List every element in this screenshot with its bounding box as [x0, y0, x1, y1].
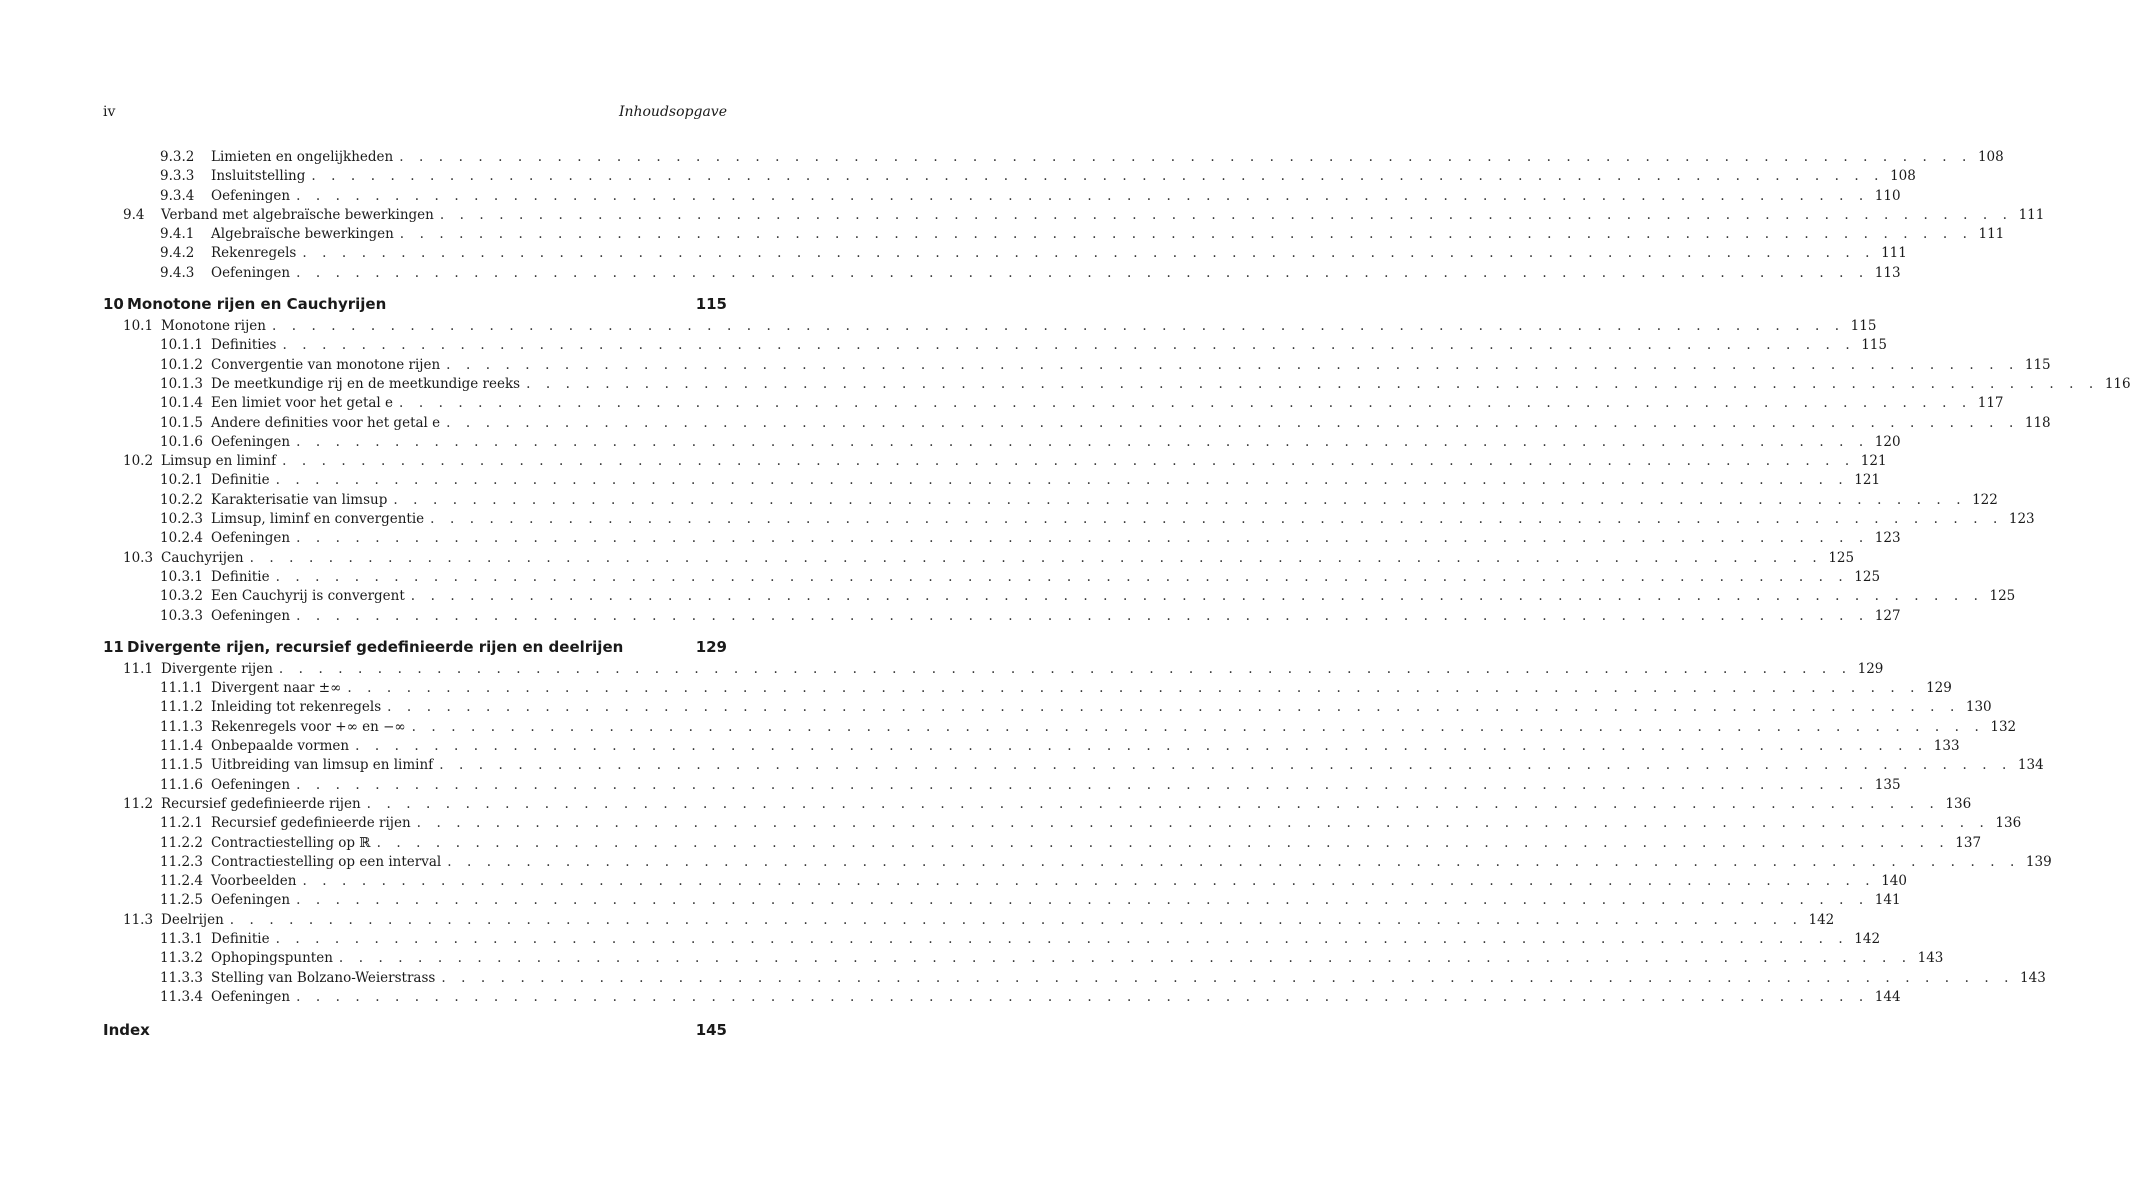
section-number: 10.2.1: [160, 472, 203, 489]
section-title: Rekenregels voor +∞ en −∞: [211, 718, 406, 735]
section-number: 10.2.2: [160, 491, 203, 508]
entry-body: [161, 452, 1887, 471]
dot-leader: . . . . . . . . . . . . . . . . . . . . . . . . . . . . . . . . . . . . . . . . . . . . . . . . . . . . . . . . . . . . . . . . . . . . . . . . . . . . . . . .: [296, 187, 1869, 204]
dot-leader: . . . . . . . . . . . . . . . . . . . . . . . . . . . . . . . . . . . . . . . . . . . . . . . . . . . . . . . . . . . . . . . . . . . . . . . . . . . . . . . .: [355, 738, 1928, 755]
section-number: 10.3.2: [160, 588, 203, 605]
entry-body: [161, 911, 1835, 930]
entry-body: [211, 187, 1901, 206]
section-title: Oefeningen: [211, 264, 291, 281]
entry-body: [211, 607, 1901, 626]
section-title: Oefeningen: [211, 607, 291, 624]
toc-subsection-entry[interactable]: [103, 356, 2051, 375]
entry-body: [161, 317, 1877, 336]
entry-body: [211, 244, 1907, 263]
toc-subsection-entry[interactable]: [103, 679, 1952, 698]
toc-subsection-entry[interactable]: [103, 698, 1992, 717]
section-number: 9.3.3: [160, 168, 195, 185]
section-number: 11.1.6: [160, 776, 203, 793]
dot-leader: . . . . . . . . . . . . . . . . . . . . . . . . . . . . . . . . . . . . . . . . . . . . . . . . . . . . . . . . . . . . . . . . . . . . . . . . . . . . . . . .: [338, 950, 1912, 967]
toc-chapter-entry[interactable]: [103, 636, 727, 658]
dot-leader: . . . . . . . . . . . . . . . . . . . . . . . . . . . . . . . . . . . . . . . . . . . . . . . . . . . . . . . . . . . . . . . . . . . . . . . . . . . . . . . .: [347, 680, 1921, 697]
section-number: 10.3.1: [160, 568, 203, 585]
entry-body: [211, 336, 1887, 355]
dot-leader: . . . . . . . . . . . . . . . . . . . . . . . . . . . . . . . . . . . . . . . . . . . . . . . . . . . . . . . . . . . . . . . . . . . . . . . . . . . . . . . .: [399, 395, 1972, 412]
section-title: Recursief gedefinieerde rijen: [161, 795, 361, 812]
page-number: iv: [103, 104, 116, 120]
entry-body: [211, 776, 1901, 795]
page-ref: 121: [1854, 472, 1881, 489]
section-number: 9.4: [123, 206, 145, 223]
section-number: 11.2: [123, 795, 154, 812]
section-title: Limsup en liminf: [161, 453, 277, 470]
page-ref: 123: [1874, 530, 1901, 547]
toc-subsection-entry[interactable]: [103, 148, 2004, 167]
entry-body: [211, 737, 1960, 756]
toc-section-entry[interactable]: [103, 549, 1855, 568]
section-number: 11.3.3: [160, 969, 203, 986]
toc-subsection-entry[interactable]: [103, 756, 2044, 775]
section-title: Convergentie van monotone rijen: [211, 356, 441, 373]
toc-subsection-entry[interactable]: [103, 587, 2016, 606]
dot-leader: . . . . . . . . . . . . . . . . . . . . . . . . . . . . . . . . . . . . . . . . . . . . . . . . . . . . . . . . . . . . . . . . . . . . . . . . . . . . . . . .: [296, 433, 1869, 450]
toc-section-entry[interactable]: [103, 317, 1877, 336]
section-number: 9.4.2: [160, 245, 195, 262]
page-ref: 139: [2025, 853, 2052, 870]
entry-body: [211, 491, 1998, 510]
dot-leader: . . . . . . . . . . . . . . . . . . . . . . . . . . . . . . . . . . . . . . . . . . . . . . . . . . . . . . . . . . . . . . . . . . . . . . . . . . . . . . . .: [441, 969, 2015, 986]
entry-body: [211, 872, 1907, 891]
section-number: 10.1.2: [160, 356, 203, 373]
running-header: [103, 104, 727, 126]
page-ref: 120: [1874, 433, 1901, 450]
chapter-title: Index: [103, 1021, 150, 1040]
section-title: Definities: [211, 337, 277, 354]
toc-subsection-entry[interactable]: [103, 471, 1881, 490]
toc-section-entry[interactable]: [103, 795, 1972, 814]
section-number: 9.3.4: [160, 187, 195, 204]
toc-subsection-entry[interactable]: [103, 510, 2035, 529]
entry-body: [211, 375, 2131, 394]
table-of-contents: [103, 148, 2131, 1043]
dot-leader: . . . . . . . . . . . . . . . . . . . . . . . . . . . . . . . . . . . . . . . . . . . . . . . . . . . . . . . . . . . . . . . . . . . . . . . . . . . . . . . .: [416, 815, 1990, 832]
page-ref: 116: [2104, 375, 2131, 392]
section-title: Divergente rijen: [161, 660, 273, 677]
toc-subsection-entry[interactable]: [103, 414, 2051, 433]
page-ref: 129: [1926, 680, 1952, 697]
entry-body: [211, 568, 1881, 587]
section-title: Verband met algebraïsche bewerkingen: [161, 206, 434, 223]
chapter-title: Monotone rijen en Cauchyrijen: [127, 295, 387, 314]
entry-body: [211, 356, 2051, 375]
section-title: Oefeningen: [211, 988, 291, 1005]
dot-leader: . . . . . . . . . . . . . . . . . . . . . . . . . . . . . . . . . . . . . . . . . . . . . . . . . . . . . . . . . . . . . . . . . . . . . . . . . . . . . . . .: [275, 568, 1849, 585]
section-title: Andere definities voor het getal e: [211, 414, 441, 431]
toc-subsection-entry[interactable]: [103, 776, 1901, 795]
page-ref: 115: [1850, 318, 1877, 335]
dot-leader: . . . . . . . . . . . . . . . . . . . . . . . . . . . . . . . . . . . . . . . . . . . . . . . . . . . . . . . . . . . . . . . . . . . . . . . . . . . . . . . .: [296, 530, 1869, 547]
section-number: 11.2.1: [160, 815, 203, 832]
section-title: Karakterisatie van limsup: [211, 491, 388, 508]
page-ref: 113: [1874, 264, 1901, 281]
toc-section-entry[interactable]: [103, 660, 1884, 679]
toc-subsection-entry[interactable]: [103, 244, 1907, 263]
section-number: 9.4.1: [160, 226, 195, 243]
page-ref: 142: [1808, 911, 1835, 928]
section-number: 11.1: [123, 660, 154, 677]
toc-subsection-entry[interactable]: [103, 988, 1901, 1007]
section-title: Inleiding tot rekenregels: [211, 699, 382, 716]
section-title: Definitie: [211, 472, 270, 489]
page-ref: 125: [1989, 588, 2016, 605]
section-title: Oefeningen: [211, 187, 291, 204]
section-number: 11.1.4: [160, 738, 203, 755]
section-title: Rekenregels: [211, 245, 297, 262]
section-title: Insluitstelling: [211, 168, 306, 185]
page-ref: 121: [1860, 453, 1887, 470]
toc-chapter-entry[interactable]: [103, 293, 727, 315]
entry-body: [211, 510, 2035, 529]
section-title: Limsup, liminf en convergentie: [211, 511, 425, 528]
section-title: Oefeningen: [211, 776, 291, 793]
page-ref: 130: [1965, 699, 1992, 716]
section-title: De meetkundige rij en de meetkundige reeks: [211, 375, 521, 392]
page-ref: 127: [1874, 607, 1901, 624]
section-title: Voorbeelden: [211, 873, 297, 890]
dot-leader: . . . . . . . . . . . . . . . . . . . . . . . . . . . . . . . . . . . . . . . . . . . . . . . . . . . . . . . . . . . . . . . . . . . . . . . . . . . . . . . .: [229, 911, 1803, 928]
dot-leader: . . . . . . . . . . . . . . . . . . . . . . . . . . . . . . . . . . . . . . . . . . . . . . . . . . . . . . . . . . . . . . . . . . . . . . . . . . . . . . . .: [296, 988, 1869, 1005]
dot-leader: . . . . . . . . . . . . . . . . . . . . . . . . . . . . . . . . . . . . . . . . . . . . . . . . . . . . . . . . . . . . . . . . . . . . . . . . . . . . . . . .: [446, 356, 2019, 373]
entry-body: [211, 679, 1952, 698]
toc-subsection-entry[interactable]: [103, 891, 1901, 910]
page-ref: 122: [1972, 491, 1998, 508]
section-number: 10.1.3: [160, 375, 203, 392]
chapter-title: Divergente rijen, recursief gedefinieerde rijen en deelrijen: [127, 637, 624, 656]
page-ref: 134: [2017, 757, 2044, 774]
dot-leader: . . . . . . . . . . . . . . . . . . . . . . . . . . . . . . . . . . . . . . . . . . . . . . . . . . . . . . . . . . . . . . . . . . . . . . . . . . . . . . . .: [275, 472, 1849, 489]
entry-body: [211, 988, 1901, 1007]
section-title: Definitie: [211, 930, 270, 947]
toc-subsection-entry[interactable]: [103, 949, 1944, 968]
dot-leader: . . . . . . . . . . . . . . . . . . . . . . . . . . . . . . . . . . . . . . . . . . . . . . . . . . . . . . . . . . . . . . . . . . . . . . . . . . . . . . . .: [296, 776, 1869, 793]
entry-body: [211, 225, 2005, 244]
section-title: Deelrijen: [161, 911, 224, 928]
dot-leader: . . . . . . . . . . . . . . . . . . . . . . . . . . . . . . . . . . . . . . . . . . . . . . . . . . . . . . . . . . . . . . . . . . . . . . . . . . . . . . . .: [411, 718, 1985, 735]
entry-body: [211, 433, 1901, 452]
page-ref: 143: [2020, 969, 2046, 986]
page-ref: 132: [1990, 718, 2017, 735]
section-title: Monotone rijen: [161, 318, 266, 335]
section-title: Oefeningen: [211, 530, 291, 547]
section-number: 10.3.3: [160, 607, 203, 624]
dot-leader: . . . . . . . . . . . . . . . . . . . . . . . . . . . . . . . . . . . . . . . . . . . . . . . . . . . . . . . . . . . . . . . . . . . . . . . . . . . . . . . .: [439, 757, 2012, 774]
section-number: 11.1.3: [160, 718, 203, 735]
page-ref: 129: [1857, 660, 1884, 677]
page-ref: 136: [1995, 815, 2022, 832]
entry-body: [211, 718, 2017, 737]
toc-subsection-entry[interactable]: [103, 187, 1901, 206]
entry-body: [211, 148, 2004, 167]
running-title: Inhoudsopgave: [618, 104, 727, 120]
toc-subsection-entry[interactable]: [103, 225, 2005, 244]
dot-leader: . . . . . . . . . . . . . . . . . . . . . . . . . . . . . . . . . . . . . . . . . . . . . . . . . . . . . . . . . . . . . . . . . . . . . . . . . . . . . . . .: [282, 453, 1855, 470]
section-title: Een Cauchyrij is convergent: [211, 588, 405, 605]
section-title: Recursief gedefinieerde rijen: [211, 815, 411, 832]
section-title: Definitie: [211, 568, 270, 585]
toc-subsection-entry[interactable]: [103, 433, 1901, 452]
section-title: Een limiet voor het getal e: [211, 395, 394, 412]
dot-leader: . . . . . . . . . . . . . . . . . . . . . . . . . . . . . . . . . . . . . . . . . . . . . . . . . . . . . . . . . . . . . . . . . . . . . . . . . . . . . . . .: [399, 226, 1973, 243]
entry-body: [211, 264, 1901, 283]
entry-body: [211, 414, 2051, 433]
chapter-number: 11: [103, 637, 124, 656]
page-ref: 108: [1890, 168, 1916, 185]
section-number: 10.2: [123, 453, 154, 470]
dot-leader: . . . . . . . . . . . . . . . . . . . . . . . . . . . . . . . . . . . . . . . . . . . . . . . . . . . . . . . . . . . . . . . . . . . . . . . . . . . . . . . .: [282, 337, 1856, 354]
page-ref: 136: [1945, 795, 1972, 812]
dot-leader: . . . . . . . . . . . . . . . . . . . . . . . . . . . . . . . . . . . . . . . . . . . . . . . . . . . . . . . . . . . . . . . . . . . . . . . . . . . . . . . .: [271, 318, 1845, 335]
dot-leader: . . . . . . . . . . . . . . . . . . . . . . . . . . . . . . . . . . . . . . . . . . . . . . . . . . . . . . . . . . . . . . . . . . . . . . . . . . . . . . . .: [366, 795, 1940, 812]
section-title: Divergent naar ±∞: [211, 680, 342, 697]
dot-leader: . . . . . . . . . . . . . . . . . . . . . . . . . . . . . . . . . . . . . . . . . . . . . . . . . . . . . . . . . . . . . . . . . . . . . . . . . . . . . . . .: [311, 168, 1885, 185]
entry-body: [211, 167, 1916, 186]
page-ref: 115: [1861, 337, 1887, 354]
toc-index-entry[interactable]: [103, 1019, 727, 1041]
section-number: 11.2.2: [160, 834, 203, 851]
section-title: Ophopingspunten: [211, 950, 333, 967]
toc-subsection-entry[interactable]: [103, 834, 1982, 853]
dot-leader: . . . . . . . . . . . . . . . . . . . . . . . . . . . . . . . . . . . . . . . . . . . . . . . . . . . . . . . . . . . . . . . . . . . . . . . . . . . . . . . .: [410, 588, 1984, 605]
page-ref: 111: [1881, 245, 1907, 262]
toc-subsection-entry[interactable]: [103, 394, 2004, 413]
dot-leader: . . . . . . . . . . . . . . . . . . . . . . . . . . . . . . . . . . . . . . . . . . . . . . . . . . . . . . . . . . . . . . . . . . . . . . . . . . . . . . . .: [275, 930, 1849, 947]
dot-leader: . . . . . . . . . . . . . . . . . . . . . . . . . . . . . . . . . . . . . . . . . . . . . . . . . . . . . . . . . . . . . . . . . . . . . . . . . . . . . . . .: [446, 414, 2019, 431]
toc-subsection-entry[interactable]: [103, 568, 1881, 587]
section-title: Oefeningen: [211, 433, 291, 450]
dot-leader: . . . . . . . . . . . . . . . . . . . . . . . . . . . . . . . . . . . . . . . . . . . . . . . . . . . . . . . . . . . . . . . . . . . . . . . . . . . . . . . .: [526, 375, 2099, 392]
page-ref: 111: [1978, 226, 2005, 243]
section-number: 11.1.2: [160, 699, 203, 716]
page-ref: 140: [1881, 873, 1907, 890]
toc-subsection-entry[interactable]: [103, 491, 1998, 510]
entry-body: [211, 949, 1944, 968]
toc-section-entry[interactable]: [103, 206, 2045, 225]
section-title: Contractiestelling op ℝ: [211, 834, 371, 851]
dot-leader: . . . . . . . . . . . . . . . . . . . . . . . . . . . . . . . . . . . . . . . . . . . . . . . . . . . . . . . . . . . . . . . . . . . . . . . . . . . . . . . .: [399, 149, 1972, 165]
page-ref: 117: [1977, 395, 2004, 412]
page-ref: 125: [1854, 568, 1881, 585]
section-number: 10.1.6: [160, 433, 203, 450]
entry-body: [161, 795, 1972, 814]
section-title: Stelling van Bolzano-Weierstrass: [211, 969, 436, 986]
dot-leader: . . . . . . . . . . . . . . . . . . . . . . . . . . . . . . . . . . . . . . . . . . . . . . . . . . . . . . . . . . . . . . . . . . . . . . . . . . . . . . . .: [393, 491, 1967, 508]
section-title: Limieten en ongelijkheden: [211, 149, 394, 165]
section-number: 9.4.3: [160, 264, 195, 281]
dot-leader: . . . . . . . . . . . . . . . . . . . . . . . . . . . . . . . . . . . . . . . . . . . . . . . . . . . . . . . . . . . . . . . . . . . . . . . . . . . . . . . .: [430, 511, 2003, 528]
page-ref: 142: [1854, 930, 1881, 947]
page-ref: 118: [2024, 414, 2051, 431]
dot-leader: . . . . . . . . . . . . . . . . . . . . . . . . . . . . . . . . . . . . . . . . . . . . . . . . . . . . . . . . . . . . . . . . . . . . . . . . . . . . . . . .: [302, 873, 1876, 890]
entry-body: [211, 814, 2022, 833]
entry-body: [211, 394, 2004, 413]
chapter-number: 10: [103, 295, 124, 314]
toc-section-entry[interactable]: [103, 911, 1835, 930]
section-number: 10.1.1: [160, 337, 203, 354]
section-number: 11.2.4: [160, 873, 203, 890]
page-ref: 135: [1874, 776, 1901, 793]
toc-subsection-entry[interactable]: [103, 969, 2046, 988]
page-ref: 144: [1874, 988, 1901, 1005]
dot-leader: . . . . . . . . . . . . . . . . . . . . . . . . . . . . . . . . . . . . . . . . . . . . . . . . . . . . . . . . . . . . . . . . . . . . . . . . . . . . . . . .: [296, 892, 1869, 909]
entry-body: [211, 587, 2016, 606]
page-ref: 115: [2024, 356, 2051, 373]
page-ref: 110: [1874, 187, 1901, 204]
toc-subsection-entry[interactable]: [103, 167, 1916, 186]
toc-subsection-entry[interactable]: [103, 814, 2022, 833]
toc-subsection-entry[interactable]: [103, 529, 1901, 548]
section-number: 11.1.5: [160, 757, 203, 774]
section-number: 11.2.5: [160, 892, 203, 909]
dot-leader: . . . . . . . . . . . . . . . . . . . . . . . . . . . . . . . . . . . . . . . . . . . . . . . . . . . . . . . . . . . . . . . . . . . . . . . . . . . . . . . .: [439, 206, 2013, 223]
toc-section-entry[interactable]: [103, 452, 1887, 471]
toc-subsection-entry[interactable]: [103, 375, 2131, 394]
toc-subsection-entry[interactable]: [103, 336, 1887, 355]
section-title: Onbepaalde vormen: [211, 738, 350, 755]
toc-subsection-entry[interactable]: [103, 607, 1901, 626]
entry-body: [211, 529, 1901, 548]
entry-body: [211, 698, 1992, 717]
dot-leader: . . . . . . . . . . . . . . . . . . . . . . . . . . . . . . . . . . . . . . . . . . . . . . . . . . . . . . . . . . . . . . . . . . . . . . . . . . . . . . . .: [387, 699, 1960, 716]
entry-body: [161, 660, 1884, 679]
toc-subsection-entry[interactable]: [103, 930, 1881, 949]
toc-subsection-entry[interactable]: [103, 718, 2017, 737]
toc-subsection-entry[interactable]: [103, 737, 1960, 756]
entry-body: [211, 834, 1982, 853]
page-ref: 123: [2008, 511, 2035, 528]
entry-body: [211, 756, 2044, 775]
entry-body: [211, 969, 2046, 988]
toc-subsection-entry[interactable]: [103, 264, 1901, 283]
page-ref: 137: [1955, 834, 1982, 851]
section-number: 10.1.4: [160, 395, 203, 412]
section-title: Oefeningen: [211, 892, 291, 909]
dot-leader: . . . . . . . . . . . . . . . . . . . . . . . . . . . . . . . . . . . . . . . . . . . . . . . . . . . . . . . . . . . . . . . . . . . . . . . . . . . . . . . .: [296, 607, 1869, 624]
page-ref: 115: [695, 295, 727, 314]
section-number: 11.2.3: [160, 853, 203, 870]
section-title: Algebraïsche bewerkingen: [211, 226, 394, 243]
page-ref: 141: [1874, 892, 1901, 909]
section-number: 11.3.1: [160, 930, 203, 947]
section-number: 10.1: [123, 318, 154, 335]
dot-leader: . . . . . . . . . . . . . . . . . . . . . . . . . . . . . . . . . . . . . . . . . . . . . . . . . . . . . . . . . . . . . . . . . . . . . . . . . . . . . . . .: [302, 245, 1876, 262]
section-number: 10.2.4: [160, 530, 203, 547]
page-ref: 111: [2018, 206, 2045, 223]
entry-body: [211, 930, 1881, 949]
section-number: 9.3.2: [160, 149, 195, 165]
page-ref: 125: [1828, 549, 1855, 566]
dot-leader: . . . . . . . . . . . . . . . . . . . . . . . . . . . . . . . . . . . . . . . . . . . . . . . . . . . . . . . . . . . . . . . . . . . . . . . . . . . . . . . .: [278, 660, 1852, 677]
page-ref: 143: [1917, 950, 1944, 967]
toc-subsection-entry[interactable]: [103, 872, 1907, 891]
page-ref: 145: [695, 1021, 727, 1040]
section-title: Contractiestelling op een interval: [211, 853, 442, 870]
dot-leader: . . . . . . . . . . . . . . . . . . . . . . . . . . . . . . . . . . . . . . . . . . . . . . . . . . . . . . . . . . . . . . . . . . . . . . . . . . . . . . . .: [447, 853, 2020, 870]
toc-subsection-entry[interactable]: [103, 853, 2052, 872]
dot-leader: . . . . . . . . . . . . . . . . . . . . . . . . . . . . . . . . . . . . . . . . . . . . . . . . . . . . . . . . . . . . . . . . . . . . . . . . . . . . . . . .: [376, 834, 1950, 851]
section-title: Uitbreiding van limsup en liminf: [211, 757, 434, 774]
page-ref: 133: [1933, 738, 1960, 755]
page-ref: 108: [1977, 149, 2004, 165]
entry-body: [211, 471, 1881, 490]
entry-body: [161, 206, 2045, 225]
entry-body: [161, 549, 1855, 568]
page-ref: 129: [695, 637, 727, 656]
entry-body: [211, 891, 1901, 910]
section-number: 10.2.3: [160, 511, 203, 528]
section-number: 11.3.4: [160, 988, 203, 1005]
entry-body: [211, 853, 2052, 872]
section-number: 11.3.2: [160, 950, 203, 967]
dot-leader: . . . . . . . . . . . . . . . . . . . . . . . . . . . . . . . . . . . . . . . . . . . . . . . . . . . . . . . . . . . . . . . . . . . . . . . . . . . . . . . .: [296, 264, 1869, 281]
section-number: 11.1.1: [160, 680, 203, 697]
dot-leader: . . . . . . . . . . . . . . . . . . . . . . . . . . . . . . . . . . . . . . . . . . . . . . . . . . . . . . . . . . . . . . . . . . . . . . . . . . . . . . . .: [249, 549, 1823, 566]
section-number: 10.3: [123, 549, 154, 566]
section-number: 11.3: [123, 911, 154, 928]
section-number: 10.1.5: [160, 414, 203, 431]
section-title: Cauchyrijen: [161, 549, 244, 566]
